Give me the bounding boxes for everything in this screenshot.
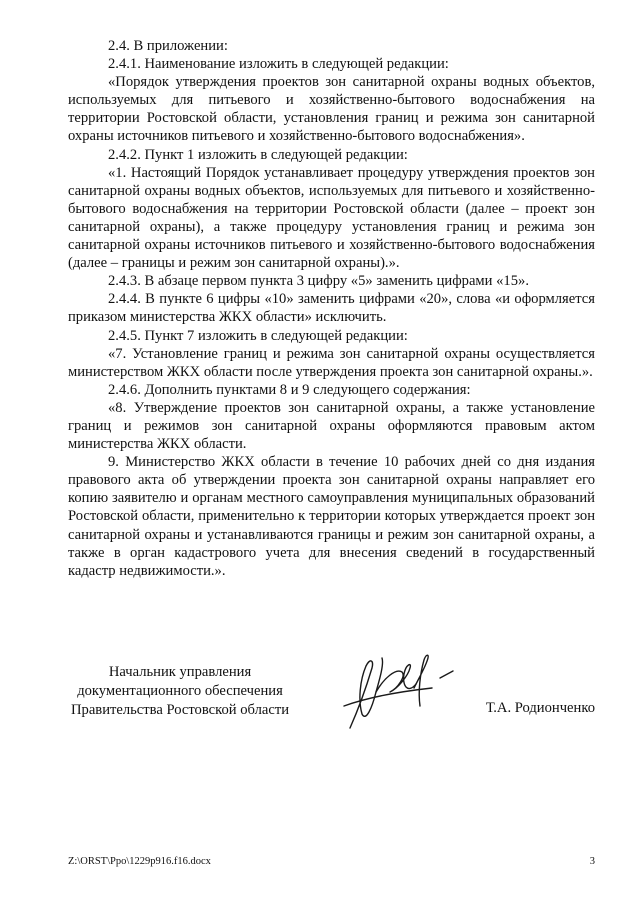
paragraph-2-4: 2.4. В приложении: [108,38,228,54]
paragraph-2-4-6: 2.4.6. Дополнить пунктами 8 и 9 следующего содержания: [108,381,471,398]
paragraph-2-4-4: 2.4.4. В пункте 6 цифры «10» заменить цифрами «20», слова «и оформляется приказом министерства ЖКХ области» исключить. [68,291,595,326]
page-number: 3 [589,856,595,867]
paragraph-new-item-8: «8. Утверждение проектов зон санитарной охраны, а также установление границ и режимов зон санитарной охраны оформляются правовым актом министерства ЖКХ области. [68,399,595,453]
paragraph-2-4-1: 2.4.1. Наименование изложить в следующей редакции: [108,56,449,73]
signatory-position [60,663,300,720]
document-body [68,37,595,580]
paragraph-2-4-3: 2.4.3. В абзаце первом пункта 3 цифру «5» заменить цифрами «15». [108,273,529,290]
signatory-position-line: документационного обеспечения [77,683,283,699]
handwritten-signature [336,648,461,733]
paragraph-new-item-9: 9. Министерство ЖКХ области в течение 10 рабочих дней со дня издания правового акта об утверждении проекта зон санитарной охраны направляет его копию заявителю и органам местного самоуправления муниципальных образований Ростовской области, применительно к территории которых утверждается проект зон санитарной охраны и устанавливаются границы и режим зон санитарной охраны, а также в орган кадастрового учета для внесения сведений в государственный кадастр недвижимости.». [68,454,595,579]
signatory-position-line: Правительства Ростовской области [70,702,290,718]
paragraph-new-title: «Порядок утверждения проектов зон санитарной охраны водных объектов, используемых для питьевого и хозяйственно-бытового водоснабжения на территории Ростовской области, установления границ и режима зон санитарной охраны источников питьевого и хозяйственно-бытового водоснабжения». [68,74,595,145]
signatory-position-line: Начальник управления [108,664,252,680]
paragraph-2-4-2: 2.4.2. Пункт 1 изложить в следующей редакции: [108,146,408,163]
paragraph-new-item-7: «7. Установление границ и режима зон санитарной охраны осуществляется министерством ЖКХ области после утверждения проекта зон санитарной охраны.». [68,345,595,380]
paragraph-new-item-1: «1. Настоящий Порядок устанавливает процедуру утверждения проектов зон санитарной охраны водных объектов, используемых для питьевого и хозяйственно-бытового водоснабжения на территории Ростовской области (далее – проект зон санитарной охраны), а также процедуру установления границ и режима зон санитарной охраны источников питьевого и хозяйственно-бытового водоснабжения (далее – границы и режим зон санитарной охраны).». [68,164,595,272]
file-path: Z:\ORST\Ppo\1229p916.f16.docx [68,856,211,867]
paragraph-2-4-5: 2.4.5. Пункт 7 изложить в следующей редакции: [108,327,408,344]
signatory-name: Т.А. Родионченко [485,700,595,716]
